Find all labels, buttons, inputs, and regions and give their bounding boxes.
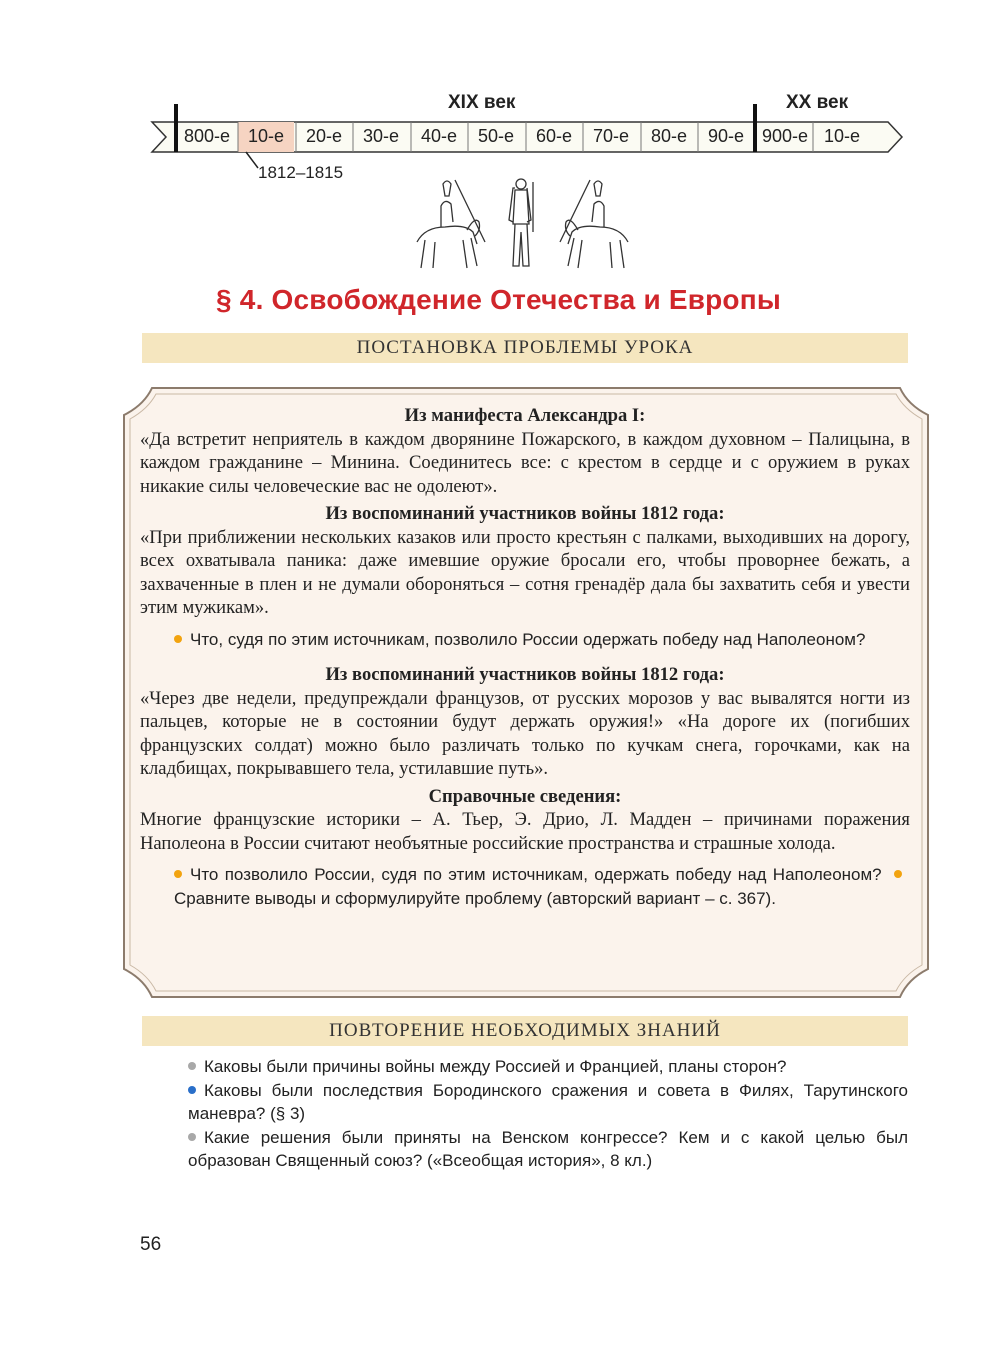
manifest-heading: Из манифеста Александра I: bbox=[404, 405, 646, 426]
decade-label: 40-е bbox=[420, 126, 458, 146]
list-item: Каковы были последствия Бородинского сражения и совета в Филях, Тарутинского маневра? (§ 3) bbox=[188, 1080, 908, 1123]
blue-bullet-icon bbox=[188, 1086, 196, 1094]
decade-label: 50-е bbox=[477, 126, 515, 146]
review-list bbox=[188, 1055, 908, 1173]
decade-label: 900-е bbox=[761, 126, 809, 146]
century-label-20: XX век bbox=[786, 92, 849, 113]
question-1: Что, судя по этим источникам, позволило России одержать победу над Наполеоном? bbox=[174, 628, 910, 652]
page-title: § 4. Освобождение Отечества и Европы bbox=[216, 284, 781, 315]
sources-box bbox=[140, 404, 910, 922]
section-header-review: ПОВТОРЕНИЕ НЕОБХОДИМЫХ ЗНАНИЙ bbox=[142, 1016, 908, 1046]
grey-bullet-icon bbox=[188, 1062, 196, 1070]
decade-label: 70-е bbox=[592, 126, 630, 146]
decade-label: 80-е bbox=[650, 126, 688, 146]
range-pointer bbox=[246, 152, 258, 168]
question-2: Что позволило России, судя по этим источникам, одержать победу над Наполеоном? Сравните выводы и сформулируйте проблему (авторский вариант – с. 367). bbox=[174, 863, 910, 910]
date-range-label: 1812–1815 bbox=[258, 163, 344, 182]
section-header-problem: ПОСТАНОВКА ПРОБЛЕМЫ УРОКА bbox=[142, 333, 908, 363]
orange-bullet-icon bbox=[174, 870, 182, 878]
decade-label: 30-е bbox=[362, 126, 400, 146]
memoir-heading-2: Из воспоминаний участников войны 1812 года: bbox=[325, 664, 725, 685]
orange-bullet-icon bbox=[174, 635, 182, 643]
orange-bullet-icon bbox=[894, 870, 902, 878]
decade-label: 90-е bbox=[707, 126, 745, 146]
memoir-text-2: «Через две недели, предупреждали французов, от русских морозов у вас вывалятся ногти из пальцев, которые не в состоянии будут держать оружия!» «На дороге их (погибших французских солдат) можно было различать только по кучкам снега, горочками, как на кладбищах, покрывавшего тела, устилавшие путь». bbox=[140, 687, 910, 779]
list-item: Какие решения были приняты на Венском конгрессе? Кем и с какой целью был образован Священный союз? («Всеобщая история», 8 кл.) bbox=[188, 1127, 908, 1170]
reference-heading: Справочные сведения: bbox=[428, 785, 622, 807]
decade-label: 60-е bbox=[535, 126, 573, 146]
manifest-text: «Да встретит неприятель в каждом дворянине Пожарского, в каждом духовном – Палицына, в каждом гражданине – Минина. Соединитесь все: с крестом в сердце и с оружием в руках никакие силы человеческие вас не одолеют». bbox=[140, 428, 910, 497]
soldiers-cavalry-icon bbox=[405, 172, 640, 272]
memoir-heading-1: Из воспоминаний участников войны 1812 года: bbox=[325, 503, 725, 524]
reference-text: Многие французские историки – А. Тьер, Э. Дрио, Л. Мадден – причинами поражения Наполеона в России считают необъятные российские пространства и страшные холода. bbox=[140, 809, 910, 854]
century-label-19: XIX век bbox=[448, 92, 516, 113]
list-item: Каковы были причины войны между Россией и Францией, планы сторон? bbox=[188, 1055, 908, 1079]
page-number: 56 bbox=[140, 1234, 162, 1255]
memoir-text-1: «При приближении нескольких казаков или просто крестьян с палками, выходивших на дорогу, всех охватывала паника: даже имевшие оружие бросали его, чтобы проворнее бежать, а захваченные в плен и не думали обороняться – сотня гренадёр дала бы захватить себя и увести этим мужикам». bbox=[140, 526, 910, 618]
decade-label: 10-е bbox=[823, 126, 861, 146]
grey-bullet-icon bbox=[188, 1133, 196, 1141]
decade-label: 800-е bbox=[183, 126, 231, 146]
decade-label: 20-е bbox=[305, 126, 343, 146]
decade-label: 10-е bbox=[247, 126, 285, 146]
